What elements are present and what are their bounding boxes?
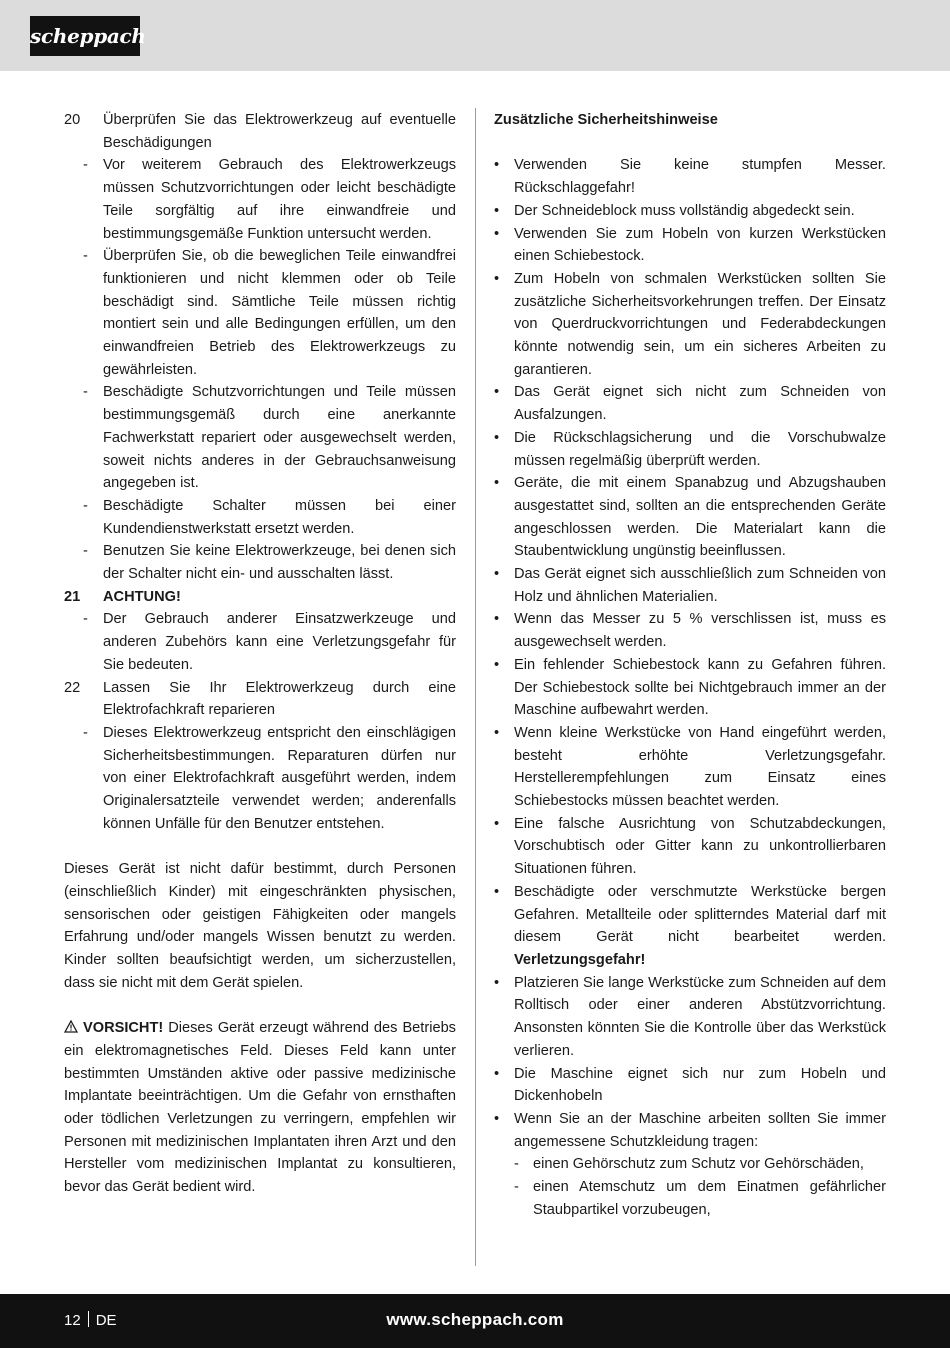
sub-item — [64, 722, 456, 836]
caution-label: VORSICHT! — [64, 1020, 163, 1036]
item-text: Lassen Sie Ihr Elektrowerkzeug durch eine Elektrofachkraft reparieren — [103, 679, 456, 719]
item-number: 20 — [64, 112, 81, 128]
website-link[interactable]: www.scheppach.com — [386, 1310, 564, 1329]
section-heading: Zusätzliche Sicherheitshinweise — [494, 112, 718, 128]
bullet-item: • Das Gerät eignet sich nicht zum Schneiden von Ausfalzungen. — [494, 384, 886, 424]
sub-item: - einen Gehörschutz zum Schutz vor Gehörschäden, — [514, 1156, 864, 1173]
caution-text: Dieses Gerät erzeugt während des Betriebs ein elektromagnetisches Feld. Dieses Feld kann unter bestimmten Umständen aktive oder passive medizinische Implantate beeinträchtigen. Um die Gefahr von ernsthaften oder tödlichen Verletzungen zu verringern, empfehlen wir Personen mit medizinischen Implantaten ihren Arzt und den Hersteller vom medizinischen Implantat zu konsultieren, bevor das Gerät bedient wird. — [64, 1020, 456, 1196]
list-item-22 — [64, 677, 456, 722]
bullet-item: • Geräte, die mit einem Spanabzug und Abzugshauben ausgestattet sind, sollten an die entsprechenden Geräte angeschlossen werden. Die Materialart kann die Staubentwicklung ungünstig beeinflussen. — [494, 475, 886, 560]
bullet-item: • Verwenden Sie zum Hobeln von kurzen Werkstücken einen Schiebestock. — [494, 225, 886, 265]
sub-item-text: einen Atemschutz um dem Einatmen gefährlicher Staubpartikel vorzubeugen, — [533, 1179, 886, 1218]
bullet-item: • Verwenden Sie keine stumpfen Messer. Rückschlaggefahr! — [494, 157, 886, 197]
item-text: ACHTUNG! — [103, 588, 181, 605]
page-number: 12 — [64, 1312, 81, 1329]
sub-item-text: einen Gehörschutz zum Schutz vor Gehörschäden, — [533, 1156, 864, 1173]
sub-item — [64, 495, 456, 540]
left-column — [64, 109, 456, 1199]
dash-marker: - — [83, 724, 88, 741]
sub-item-text: Beschädigte Schalter müssen bei einer Kundendienstwerkstatt ersetzt werden. — [103, 497, 456, 537]
bullet-item: • Wenn Sie an der Maschine arbeiten sollten Sie immer angemessene Schutzkleidung tragen: — [494, 1110, 886, 1150]
bullet-item: • Zum Hobeln von schmalen Werkstücken sollten Sie zusätzliche Sicherheitsvorkehrungen treffen. Der Einsatz von Querdruckvorrichtungen und Federabdeckungen könnte notwendig sein, um ein sicheres Arbeiten zu garantieren. — [494, 270, 886, 378]
sub-item — [64, 245, 456, 381]
sub-item-text: Überprüfen Sie, ob die beweglichen Teile einwandfrei funktionieren und nicht klemmen oder ob Teile beschädigt sind. Sämtliche Teile müssen richtig montiert sein und alle Bedingungen erfüllen, um den einwandfreien Betrieb des Elektrowerkzeugs zu gewährleisten. — [103, 248, 456, 378]
bullet-text: Eine falsche Ausrichtung von Schutzabdeckungen, Vorschubtisch oder Gitter kann zu unkontrollierbaren Situationen führen. — [514, 815, 886, 878]
sub-item-text: Der Gebrauch anderer Einsatzwerkzeuge und anderen Zubehörs kann eine Verletzungsgefahr für Sie bedeuten. — [103, 611, 456, 673]
bullet-item: • Die Maschine eignet sich nur zum Hobeln und Dickenhobeln — [494, 1065, 886, 1105]
dash-marker: - — [83, 157, 88, 174]
bullet-item: • Wenn kleine Werkstücke von Hand eingeführt werden, besteht erhöhte Verletzungsgefahr. Herstellerempfehlungen zum Einsatz eines Schiebestocks müssen beachtet werden. — [494, 724, 886, 810]
bullet-text: Der Schneideblock muss vollständig abgedeckt sein. — [514, 202, 855, 219]
bullet-item: • Beschädigte oder verschmutzte Werkstücke bergen Gefahren. Metallteile oder splitterndes Material darf mit diesem Gerät nicht bearbeitet werden. Verletzungsgefahr! — [494, 883, 886, 968]
bullet-text: Beschädigte oder verschmutzte Werkstücke bergen Gefahren. Metallteile oder splitterndes Material darf mit diesem Gerät nicht bearbeitet werden. — [514, 883, 886, 946]
footer-bar — [0, 1294, 950, 1348]
sub-item — [64, 608, 456, 676]
bullet-text: Verwenden Sie zum Hobeln von kurzen Werkstücken einen Schiebestock. — [514, 225, 886, 265]
bullet-text: Zum Hobeln von schmalen Werkstücken sollten Sie zusätzliche Sicherheitsvorkehrungen treffen. Der Einsatz von Querdruckvorrichtungen und Federabdeckungen könnte notwendig sein, um ein sicheres Arbeiten zu garantieren. — [514, 270, 886, 378]
bullet-item: • Eine falsche Ausrichtung von Schutzabdeckungen, Vorschubtisch oder Gitter kann zu unkontrollierbaren Situationen führen. — [494, 815, 886, 878]
dash-marker: - — [83, 497, 88, 514]
bullet-item: • Wenn das Messer zu 5 % verschlissen ist, muss es ausgewechselt werden. — [494, 611, 886, 651]
dash-marker: - — [83, 384, 88, 401]
sub-item-text: Dieses Elektrowerkzeug entspricht den einschlägigen Sicherheitsbestimmungen. Reparaturen dürfen nur von einer Elektrofachkraft ausgeführt werden, indem Originalersatzteile verwendet werden; anderenfalls können Unfälle für den Benutzer entstehen. — [103, 724, 456, 832]
children-safety-paragraph: Dieses Gerät ist nicht dafür bestimmt, durch Personen (einschließlich Kinder) mit eingeschränkten physischen, sensorischen oder geistigen Fähigkeiten oder mangels Erfahrung und/oder mangels Wissen benutzt zu werden. Kinder sollten beaufsichtigt werden, um sicherzustellen, dass sie nicht mit dem Gerät spielen. — [64, 861, 456, 991]
sub-item-text: Benutzen Sie keine Elektrowerkzeuge, bei denen sich der Schalter nicht ein- und ausschalten lässt. — [103, 543, 456, 583]
item-number: 21 — [64, 588, 81, 605]
scheppach-logo: scheppach — [30, 16, 140, 56]
bullet-item: • Das Gerät eignet sich ausschließlich zum Schneiden von Holz und ähnlichen Materialien. — [494, 566, 886, 605]
sub-item-text: Beschädigte Schutzvorrichtungen und Teile müssen bestimmungsgemäß durch eine anerkannte Fachwerkstatt repariert oder ausgewechselt werden, soweit nichts anderes in der Gebrauchsanweisung angegeben ist. — [103, 384, 456, 492]
sub-item — [64, 154, 456, 245]
injury-warning: Verletzungsgefahr! — [514, 952, 646, 968]
column-divider — [475, 108, 476, 1266]
header-band — [0, 0, 950, 71]
sub-item-text: Vor weiterem Gebrauch des Elektrowerkzeugs müssen Schutzvorrichtungen oder leicht beschädigte Teile sorgfältig auf ihre einwandfreie und bestimmungsgemäße Funktion untersucht werden. — [103, 157, 456, 242]
item-text: Überprüfen Sie das Elektrowerkzeug auf eventuelle Beschädigungen — [103, 112, 456, 151]
bullet-text: Verwenden Sie keine stumpfen Messer. Rückschlaggefahr! — [514, 157, 886, 197]
bullet-text: Ein fehlender Schiebestock kann zu Gefahren führen. Der Schiebestock sollte bei Nichtgebrauch immer an der Maschine aufbewahrt werden. — [514, 656, 886, 719]
bullet-item: • Die Rückschlagsicherung und die Vorschubwalze müssen regelmäßig überprüft werden. — [494, 429, 886, 469]
right-column — [494, 109, 886, 1221]
sub-item — [64, 540, 456, 585]
bullet-item: • Platzieren Sie lange Werkstücke zum Schneiden auf dem Rolltisch oder einer anderen Abstützvorrichtung. Ansonsten könnten Sie die Kontrolle über das Werkstück verlieren. — [494, 974, 886, 1059]
sub-item — [64, 381, 456, 495]
dash-marker: - — [83, 543, 88, 560]
list-item-21 — [64, 586, 456, 609]
sub-item: - einen Atemschutz um dem Einatmen gefährlicher Staubpartikel vorzubeugen, — [514, 1179, 886, 1218]
bullet-text: Geräte, die mit einem Spanabzug und Abzugshauben ausgestattet sind, sollten an die entsprechenden Geräte angeschlossen werden. Die Materialart kann die Staubentwicklung ungünstig beeinflussen. — [514, 475, 886, 560]
warning-triangle-icon — [64, 1017, 78, 1040]
dash-marker: - — [83, 248, 88, 265]
bullet-text: Das Gerät eignet sich ausschließlich zum Schneiden von Holz und ähnlichen Materialien. — [514, 566, 886, 605]
bullet-text: Die Rückschlagsicherung und die Vorschubwalze müssen regelmäßig überprüft werden. — [514, 429, 886, 469]
bullet-text: Die Maschine eignet sich nur zum Hobeln und Dickenhobeln — [514, 1065, 886, 1105]
bullet-text: Wenn Sie an der Maschine arbeiten sollten Sie immer angemessene Schutzkleidung tragen: — [514, 1110, 886, 1150]
bullet-item: • Der Schneideblock muss vollständig abgedeckt sein. — [494, 202, 855, 219]
bullet-text: Wenn das Messer zu 5 % verschlissen ist, muss es ausgewechselt werden. — [514, 611, 886, 651]
bullet-text: Platzieren Sie lange Werkstücke zum Schneiden auf dem Rolltisch oder einer anderen Abstützvorrichtung. Ansonsten könnten Sie die Kontrolle über das Werkstück verlieren. — [514, 974, 886, 1059]
bullet-text: Das Gerät eignet sich nicht zum Schneiden von Ausfalzungen. — [514, 384, 886, 424]
bullet-item: • Ein fehlender Schiebestock kann zu Gefahren führen. Der Schiebestock sollte bei Nichtgebrauch immer an der Maschine aufbewahrt werden. — [494, 656, 886, 719]
caution-paragraph — [64, 1017, 456, 1199]
dash-marker: - — [83, 611, 88, 628]
bullet-text: Wenn kleine Werkstücke von Hand eingeführt werden, besteht erhöhte Verletzungsgefahr. Herstellerempfehlungen zum Einsatz eines Schiebestocks müssen beachtet werden. — [514, 724, 886, 810]
language-code: DE — [95, 1312, 117, 1329]
item-number: 22 — [64, 679, 81, 696]
list-item-20 — [64, 109, 456, 154]
